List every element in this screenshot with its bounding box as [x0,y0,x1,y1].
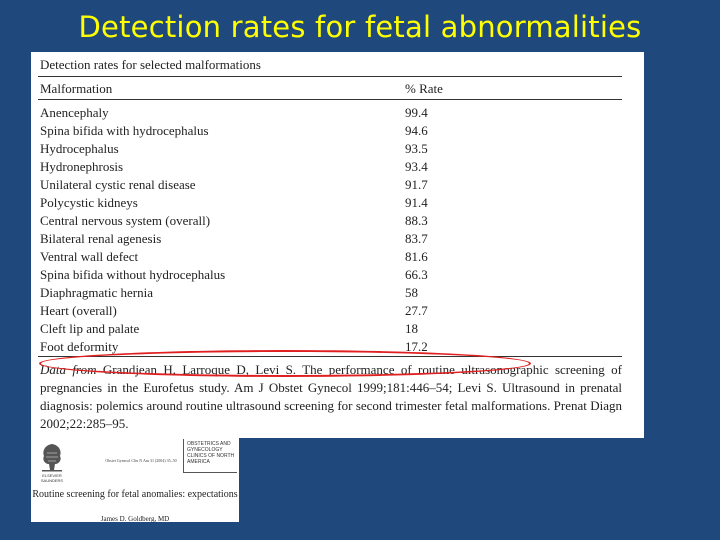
slide-title: Detection rates for fetal abnormalities [78,10,642,44]
malformation-name: Hydronephrosis [40,159,124,174]
article-title: Routine screening for fetal anomalies: expectations [32,489,238,500]
table-row [40,248,620,266]
table-row [40,284,620,302]
elsevier-tree-icon [39,441,65,473]
table-row [40,140,620,158]
heart-row-highlight-oval [39,350,531,377]
table-row [40,104,620,122]
detection-rate: 18 [405,321,418,336]
malformation-name: Heart (overall) [40,303,117,318]
table-row [40,122,620,140]
detection-rate: 66.3 [405,267,428,282]
journal-citation: Obstet Gynecol Clin N Am 31 (2004) 35–50 [105,458,177,463]
malformation-name: Bilateral renal agenesis [40,231,162,246]
malformation-name: Ventral wall defect [40,249,139,264]
malformation-name: Diaphragmatic hernia [40,285,153,300]
column-header-rate: % Rate [405,81,443,96]
detection-rate: 17.2 [405,339,428,354]
source-prefix: Data from [40,362,97,377]
publisher-name: ELSEVIER SAUNDERS [40,473,64,483]
detection-rate: 91.7 [405,177,428,192]
malformation-name: Unilateral cystic renal disease [40,177,196,192]
detection-rate: 83.7 [405,231,428,246]
detection-rate: 27.7 [405,303,428,318]
malformation-name: Hydrocephalus [40,141,119,156]
detection-rate: 94.6 [405,123,428,138]
table-row [40,266,620,284]
column-header-malformation: Malformation [40,81,113,96]
table-caption: Detection rates for selected malformations [40,57,261,72]
malformation-table-panel [31,52,644,438]
detection-rate: 93.4 [405,159,428,174]
table-row [40,212,620,230]
table-row [40,194,620,212]
malformation-name: Spina bifida with hydrocephalus [40,123,209,138]
detection-rate: 58 [405,285,418,300]
malformation-name: Central nervous system (overall) [40,213,211,228]
table-row [40,320,620,338]
malformation-name: Spina bifida without hydrocephalus [40,267,226,282]
detection-rate: 91.4 [405,195,428,210]
article-header-image [31,436,239,522]
malformation-name: Foot deformity [40,339,119,354]
malformation-name: Anencephaly [40,105,109,120]
detection-rate: 93.5 [405,141,428,156]
table-body [40,104,620,356]
table-row [40,176,620,194]
journal-name: OBSTETRICS AND GYNECOLOGY CLINICS OF NORTH AMERICA [183,439,237,473]
malformation-name: Polycystic kidneys [40,195,138,210]
malformation-name: Cleft lip and palate [40,321,140,336]
detection-rate: 99.4 [405,105,428,120]
detection-rate: 81.6 [405,249,428,264]
table-header-rule [38,99,622,100]
table-row [40,158,620,176]
article-author: James D. Goldberg, MD [100,515,170,523]
detection-rate: 88.3 [405,213,428,228]
table-row [40,230,620,248]
source-citation: Grandjean H, Larroque D, Levi S. The performance of routine ultrasonographic screening of pregnancies in the Eurofetus study. Am J Obstet Gynecol 1999;181:446–54; Levi S. Ultrasound in prenatal diagnosis: polemics around routine ultrasound screening for second trimester fetal malformations. Prenat Diagn 2002;22:285–95. [40,362,622,431]
table-row-highlighted [40,302,620,320]
table-top-rule [38,76,622,77]
